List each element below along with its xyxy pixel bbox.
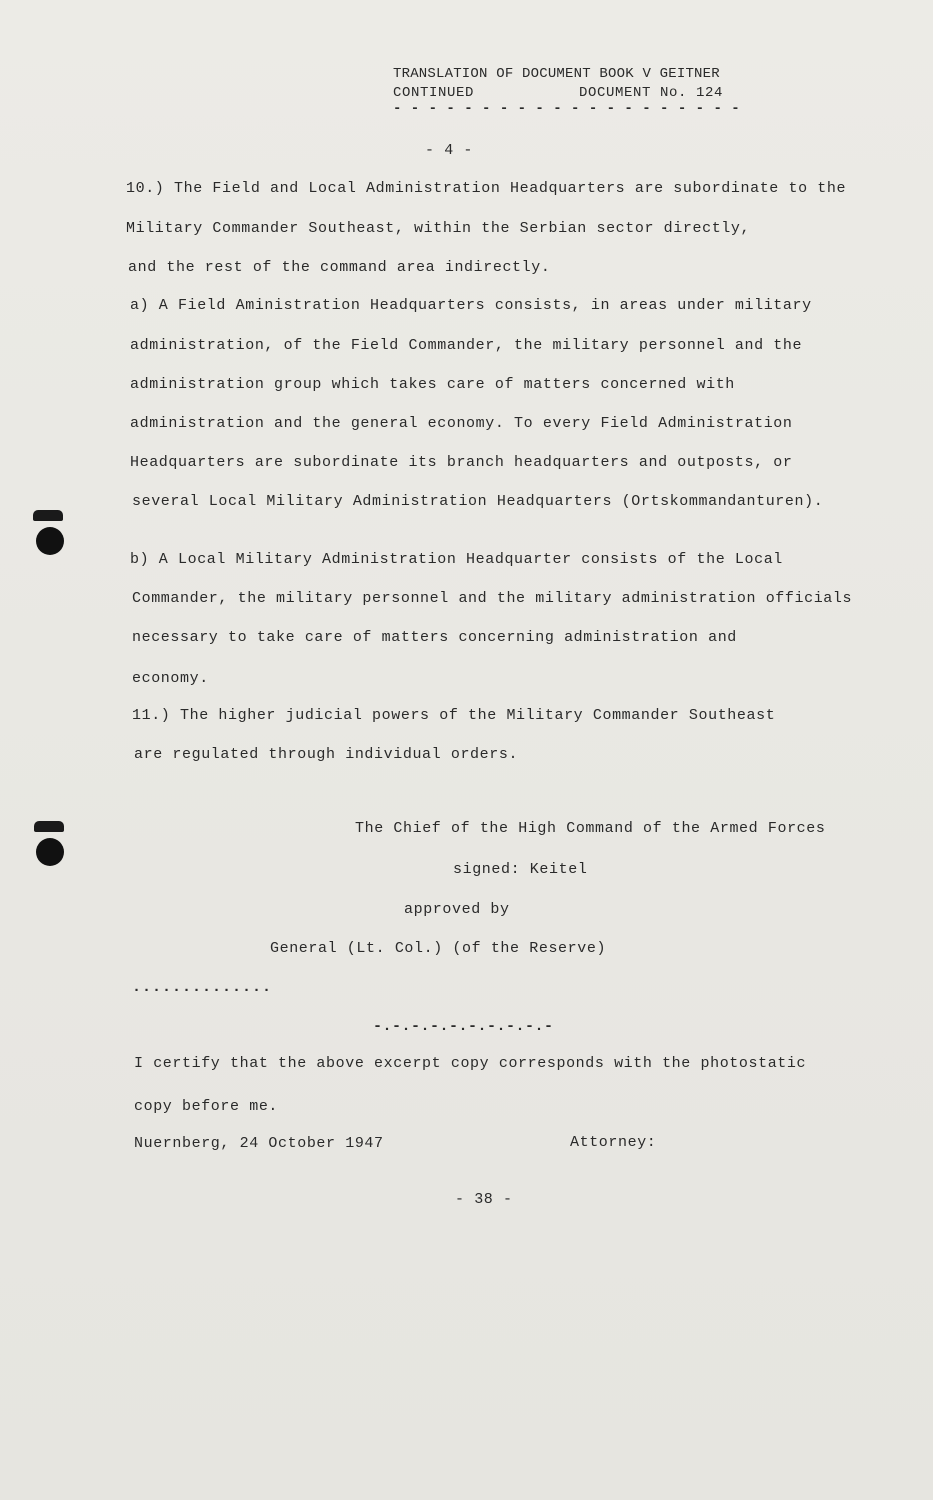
signature-approved: approved by: [404, 901, 510, 918]
paragraph-line: Headquarters are subordinate its branch headquarters and outposts, or: [130, 454, 793, 471]
paragraph-line: 11.) The higher judicial powers of the Military Commander Southeast: [132, 707, 776, 724]
paragraph-line: necessary to take care of matters concerning administration and: [132, 629, 737, 646]
certification-line: I certify that the above excerpt copy corresponds with the photostatic: [134, 1055, 807, 1072]
header-continued: CONTINUED: [393, 85, 475, 101]
paragraph-line: Military Commander Southeast, within the Serbian sector directly,: [126, 220, 751, 237]
paragraph-line: b) A Local Military Administration Headquarter consists of the Local: [130, 551, 783, 568]
paragraph-line: 10.) The Field and Local Administration Headquarters are subordinate to the: [126, 180, 847, 197]
paragraph-line: administration group which takes care of matters concerned with: [130, 376, 735, 393]
section-page-marker: - 4 -: [425, 142, 474, 159]
attorney-label: Attorney:: [570, 1134, 657, 1151]
paragraph-line: economy.: [132, 670, 209, 687]
binder-hole-bottom: [36, 838, 64, 866]
paragraph-line: a) A Field Aministration Headquarters consists, in areas under military: [130, 297, 812, 314]
signature-rank: General (Lt. Col.) (of the Reserve): [270, 940, 607, 957]
header-document-number: DOCUMENT No. 124: [579, 85, 724, 101]
place-date: Nuernberg, 24 October 1947: [134, 1135, 384, 1152]
binder-tab-bottom: [34, 821, 64, 832]
paragraph-line: administration, of the Field Commander, the military personnel and the: [130, 337, 803, 354]
paragraph-line: administration and the general economy. To every Field Administration: [130, 415, 793, 432]
paragraph-line: several Local Military Administration Headquarters (Ortskommandanturen).: [132, 493, 824, 510]
signature-title: The Chief of the High Command of the Armed Forces: [355, 820, 826, 837]
signature-signed: signed: Keitel: [453, 861, 588, 878]
footer-page-number: - 38 -: [455, 1191, 513, 1208]
binder-hole-top: [36, 527, 64, 555]
dash-dot-divider: -.-.-.-.-.-.-.-.-.-: [373, 1018, 554, 1035]
binder-tab-top: [33, 510, 63, 521]
header-rule: - - - - - - - - - - - - - - - - - - - -: [393, 101, 741, 117]
paragraph-line: Commander, the military personnel and the military administration officials: [132, 590, 853, 607]
certification-line: copy before me.: [134, 1098, 279, 1115]
paragraph-line: and the rest of the command area indirectly.: [128, 259, 551, 276]
dotted-separator: ..............: [132, 979, 273, 996]
header-title: TRANSLATION OF DOCUMENT BOOK V GEITNER: [393, 66, 720, 82]
paragraph-line: are regulated through individual orders.: [134, 746, 519, 763]
